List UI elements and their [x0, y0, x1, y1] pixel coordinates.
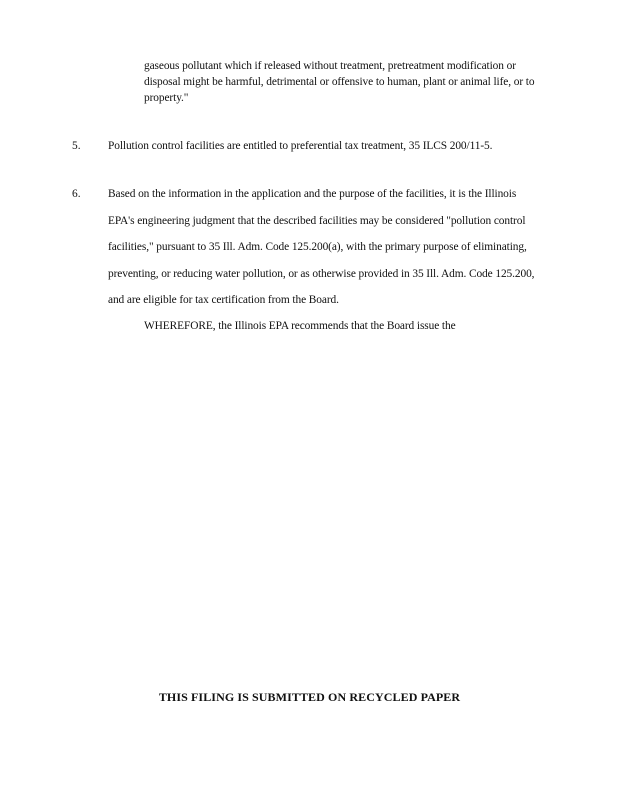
paragraph-6-line: EPA's engineering judgment that the described facilities may be considered "pollution control [108, 214, 526, 227]
paragraph-5-text: Pollution control facilities are entitled to preferential tax treatment, 35 ILCS 200/11-5. [108, 140, 493, 152]
paragraph-number-5: 5. [72, 140, 81, 152]
quote-line: gaseous pollutant which if released without treatment, pretreatment modification or [144, 60, 516, 72]
quoted-definition [144, 58, 544, 106]
paragraph-6 [108, 186, 534, 319]
recycled-paper-footer: THIS FILING IS SUBMITTED ON RECYCLED PAPER [158, 690, 461, 704]
paragraph-6-line: Based on the information in the application and the purpose of the facilities, it is the Illinois [108, 188, 517, 200]
paragraph-number-6: 6. [72, 188, 81, 200]
paragraph-6-line: preventing, or reducing water pollution, or as otherwise provided in 35 Ill. Adm. Code 125.200, [108, 267, 535, 280]
quote-line: disposal might be harmful, detrimental or offensive to human, plant or animal life, or to [144, 76, 535, 88]
paragraph-6-line: and are eligible for tax certification from the Board. [108, 294, 339, 306]
paragraph-6-line: facilities," pursuant to 35 Ill. Adm. Code 125.200(a), with the primary purpose of eliminating, [108, 241, 527, 253]
wherefore-clause: WHEREFORE, the Illinois EPA recommends that the Board issue the [144, 320, 456, 332]
quote-line: property." [144, 92, 189, 104]
